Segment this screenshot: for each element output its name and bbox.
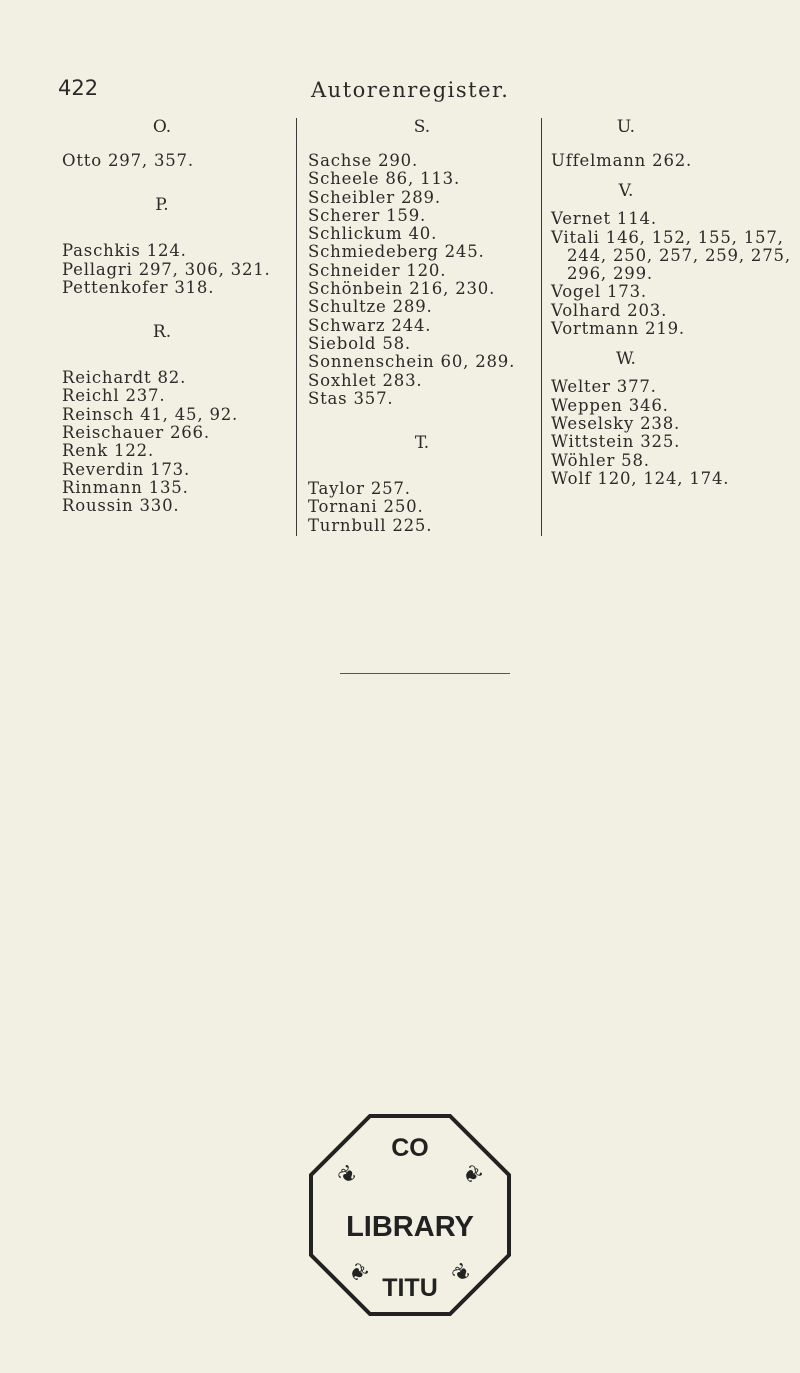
index-entry: Vitali 146, 152, 155, 157, [551, 227, 784, 247]
stamp-ornament-icon: ❦ [342, 1258, 373, 1289]
section-letter-r: R. [152, 322, 172, 343]
index-entry: Rinmann 135. [62, 477, 189, 497]
index-entry: Scheibler 289. [308, 187, 441, 207]
index-entry: Scheele 86, 113. [308, 169, 461, 189]
index-entry: Weppen 346. [551, 395, 669, 415]
index-entry: Reverdin 173. [62, 459, 191, 479]
section-letter-p: P. [155, 195, 169, 216]
index-entry: Schlickum 40. [308, 224, 438, 244]
index-entry: Pellagri 297, 306, 321. [62, 259, 271, 279]
index-entry: Wöhler 58. [551, 450, 650, 470]
index-entry: Reichardt 82. [62, 368, 187, 388]
index-entry: Otto 297, 357. [62, 151, 194, 170]
section-letter-v: V. [618, 181, 634, 202]
index-entry: Reichl 237. [62, 386, 166, 406]
index-entry: Volhard 203. [551, 300, 668, 320]
index-entry: Paschkis 124. [62, 241, 187, 261]
library-stamp [305, 1110, 515, 1320]
column-divider [296, 118, 297, 536]
section-letter-o: O. [152, 117, 172, 137]
index-entry: Sonnenschein 60, 289. [308, 352, 516, 372]
index-entry: Reinsch 41, 45, 92. [62, 404, 239, 424]
index-column-s [308, 116, 540, 535]
index-entry: Renk 122. [62, 441, 154, 461]
index-entry-continuation: 296, 299. [567, 264, 653, 284]
index-entry: Welter 377. [551, 377, 657, 397]
index-entry: Stas 357. [308, 388, 394, 408]
index-entry: Taylor 257. [308, 479, 411, 499]
stamp-ornament-icon: ❦ [447, 1258, 478, 1289]
column-divider [541, 118, 542, 536]
index-entry: Schmiedeberg 245. [308, 242, 485, 262]
index-entry: Siebold 58. [308, 333, 411, 353]
stamp-ornament-icon: ❦ [456, 1160, 487, 1191]
index-entry: Sachse 290. [308, 151, 419, 170]
section-letter-u: U. [616, 117, 636, 137]
index-column-u [551, 116, 800, 488]
stamp-text-bottom: TITU [382, 1274, 438, 1302]
index-entry: Scherer 159. [308, 205, 427, 225]
index-entry: Turnbull 225. [308, 515, 433, 535]
index-entry: Schwarz 244. [308, 315, 432, 335]
section-letter-w: W. [616, 349, 636, 370]
index-entry: Wittstein 325. [551, 432, 681, 452]
index-entry: Tornani 250. [308, 497, 424, 517]
index-entry: Schneider 120. [308, 260, 447, 280]
index-entry: Vogel 173. [551, 282, 647, 302]
index-entry: Weselsky 238. [551, 413, 681, 433]
index-entry: Roussin 330. [62, 496, 180, 516]
index-entry: Schönbein 216, 230. [308, 279, 496, 299]
page-number: 422 [58, 76, 99, 100]
end-rule [340, 673, 510, 674]
stamp-text-center: LIBRARY [346, 1211, 474, 1243]
index-entry: Reischauer 266. [62, 423, 210, 443]
index-entry: Wolf 120, 124, 174. [551, 468, 730, 488]
index-entry: Schultze 289. [308, 297, 433, 317]
index-entry: Vernet 114. [551, 209, 657, 229]
stamp-ornament-icon: ❦ [333, 1160, 364, 1191]
section-letter-t: T. [414, 433, 430, 454]
index-entry: Uffelmann 262. [551, 151, 693, 170]
index-entry: Soxhlet 283. [308, 370, 423, 390]
index-column-o [62, 116, 294, 516]
page-header-title: Autorenregister. [311, 78, 510, 102]
index-entry: Pettenkofer 318. [62, 277, 215, 297]
index-entry: Vortmann 219. [551, 319, 685, 339]
stamp-text-top: CO [391, 1134, 429, 1162]
section-letter-s: S. [413, 117, 431, 137]
index-entry-continuation: 244, 250, 257, 259, 275, [567, 245, 791, 265]
